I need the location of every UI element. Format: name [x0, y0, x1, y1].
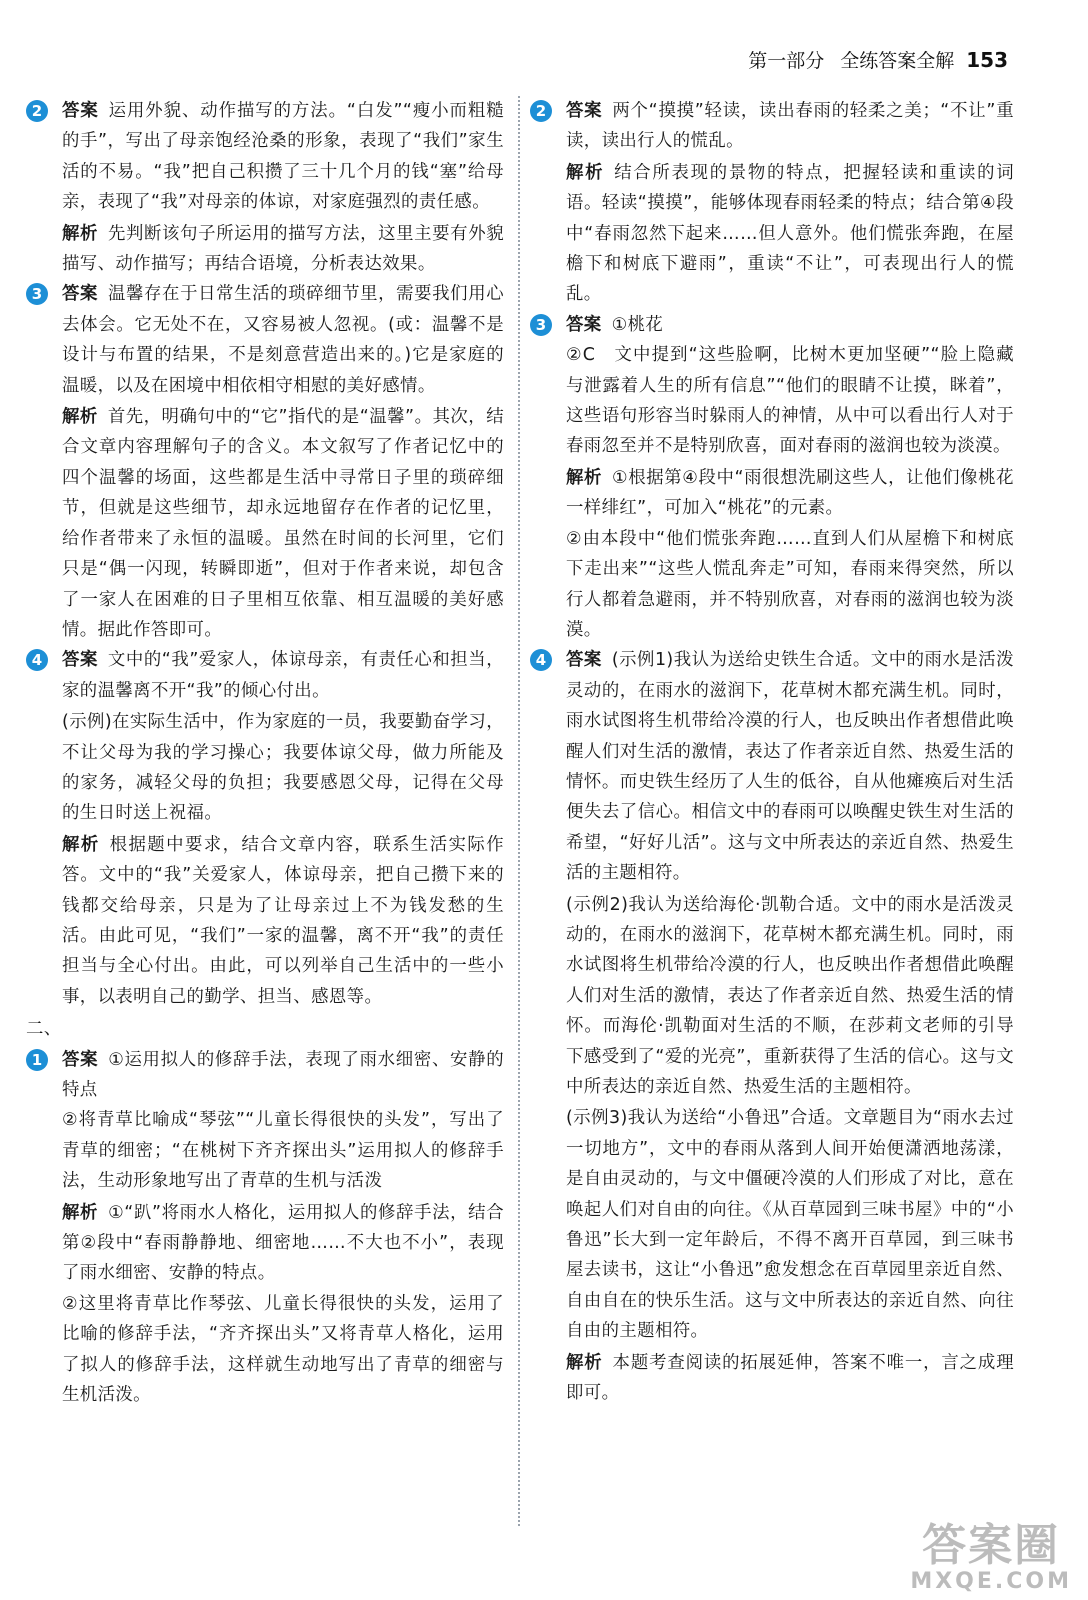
answer-text-2: ②将青草比喻成“琴弦”“儿童长得很快的头发”，写出了青草的细密；“在桃树下齐齐探出头”运用拟人的修辞手法，生动形象地写出了青草的生机与活泼 — [62, 1110, 504, 1192]
left-q2 — [26, 96, 504, 279]
analysis-text-2: ②这里将青草比作琴弦、儿童长得很快的头发，运用了比喻的修辞手法，“齐齐探出头”又将青草人格化，运用了拟人的修辞手法，这样就生动地写出了青草的细密与生机活泼。 — [62, 1293, 504, 1406]
analysis-text: 结合所表现的景物的特点，把握轻读和重读的词语。轻读“摸摸”，能够体现春雨轻柔的特点；结合第④段中“春雨忽然下起来……但人意外。他们慌张奔跑，在屋檐下和树底下避雨”，重读“不让”，可表现出行人的慌乱。 — [566, 162, 1014, 305]
example-3-text: (示例3)我认为送给“小鲁迅”合适。文章题目为“雨水去过一切地方”，文中的春雨从落到人间开始便潇洒地荡漾，是自由灵动的，与文中僵硬冷漠的人们形成了对比，意在唤起人们对自由的向往。《从百草园到三味书屋》中的“小鲁迅”长大到一定年龄后，不得不离开百草园，到三味书屋去读书，这让“小鲁迅”愈发想念在百草园里亲近自然、自由自在的快乐生活。这与文中所表达的亲近自然、向往自由的主题相符。 — [566, 1108, 1014, 1342]
example-text: (示例)在实际生活中，作为家庭的一员，我要勤奋学习，不让父母为我的学习操心；我要体谅父母，做力所能及的家务，减轻父母的负担；我要感恩父母，记得在父母的生日时送上祝福。 — [62, 712, 504, 824]
header-section: 全练答案全解 — [840, 50, 955, 72]
question-number-badge: 2 — [530, 100, 552, 122]
analysis-tag: 解析 — [566, 1352, 603, 1373]
left-column — [26, 96, 504, 1410]
answer-text: 文中的“我”爱家人，体谅母亲，有责任心和担当，家的温馨离不开“我”的倾心付出。 — [62, 650, 504, 701]
question-number-badge: 4 — [26, 649, 48, 671]
analysis-tag: 解析 — [62, 223, 99, 244]
analysis-tag: 解析 — [566, 467, 603, 488]
answer-tag: 答案 — [62, 101, 99, 121]
answer-tag: 答案 — [566, 650, 602, 671]
analysis-text-2: ②由本段中“他们慌张奔跑……直到人们从屋檐下和树底下走出来”“这些人慌乱奔走”可知，春雨来得突然，所以行人都着急避雨，并不特别欣喜，对春雨的滋润也较为淡漠。 — [566, 528, 1014, 640]
answer-tag: 答案 — [566, 314, 602, 335]
right-column — [530, 96, 1014, 1408]
right-q2 — [530, 96, 1014, 310]
column-divider — [518, 96, 520, 1526]
analysis-text-1: ①根据第④段中“雨很想洗刷这些人，让他们像桃花一样绯红”，可加入“桃花”的元素。 — [566, 467, 1014, 519]
answer-text: 两个“摸摸”轻读，读出春雨的轻柔之美；“不让”重读，读出行人的慌乱。 — [566, 101, 1014, 152]
analysis-text: 本题考查阅读的拓展延伸，答案不唯一，言之成理即可。 — [566, 1352, 1014, 1404]
analysis-text: 首先，明确句中的“它”指代的是“温馨”。其次，结合文章内容理解句子的含义。本文叙写了作者记忆中的四个温馨的场面，这些都是生活中寻常日子里的琐碎细节，但就是这些细节，却永远地留存在作者的记忆里，给作者带来了永恒的温暖。虽然在时间的长河里，它们只是“偶一闪现，转瞬即逝”，但对于作者来说，却包含了一家人在困难的日子里相互依靠、相互温暖的美好感情。据此作答即可。 — [62, 407, 504, 640]
right-q3 — [530, 310, 1014, 645]
left-q3 — [26, 279, 504, 645]
answer-tag: 答案 — [62, 650, 98, 671]
analysis-text: 根据题中要求，结合文章内容，联系生活实际作答。文中的“我”关爱家人，体谅母亲，把自己攒下来的钱都交给母亲，只是为了让母亲过上不为钱发愁的生活。由此可见，“我们”一家的温馨，离不开“我”的责任担当与全心付出。由此，可以列举自己生活中的一些小事，以表明自己的勤学、担当、感恩等。 — [62, 834, 504, 1007]
answer-tag: 答案 — [62, 1049, 99, 1070]
page-number: 153 — [966, 48, 1008, 72]
watermark-logo — [910, 1522, 1072, 1594]
watermark-title: 答案圈 — [922, 1520, 1061, 1571]
answer-tag: 答案 — [566, 101, 603, 121]
left-section2-q1 — [26, 1045, 504, 1411]
answer-text-1: ①运用拟人的修辞手法，表现了雨水细密、安静的特点 — [62, 1049, 504, 1100]
analysis-tag: 解析 — [62, 834, 100, 855]
left-q4 — [26, 645, 504, 1012]
section-two-label: 二、 — [26, 1019, 62, 1040]
analysis-tag: 解析 — [62, 1202, 99, 1223]
analysis-text-1: ①“趴”将雨水人格化，运用拟人的修辞手法，结合第②段中“春雨静静地、细密地……不大也不小”，表现了雨水细密、安静的特点。 — [62, 1202, 505, 1284]
question-number-badge: 3 — [26, 283, 48, 305]
question-number-badge: 1 — [26, 1049, 48, 1071]
answer-text-2: ②C 文中提到“这些脸啊，比树木更加坚硬”“脸上隐藏与泄露着人生的所有信息”“他们的眼睛不让摸，眯着”，这些语句形容当时躲雨人的神情，从中可以看出行人对于春雨忽至并不是特别欣喜，面对春雨的滋润也较为淡漠。 — [566, 345, 1014, 457]
answer-text: 运用外貌、动作描写的方法。“白发”“瘦小而粗糙的手”，写出了母亲饱经沧桑的形象，表现了“我们”家生活的不易。“我”把自己积攒了三十几个月的钱“塞”给母亲，表现了“我”对母亲的体谅，对家庭强烈的责任感。 — [62, 101, 504, 213]
watermark-url: MXQE.COM — [910, 1569, 1072, 1594]
analysis-text: 先判断该句子所运用的描写方法，这里主要有外貌描写、动作描写；再结合语境，分析表达效果。 — [62, 223, 504, 275]
question-number-badge: 2 — [26, 100, 48, 122]
answer-tag: 答案 — [62, 284, 99, 305]
answer-text-1: ①桃花 — [611, 314, 664, 335]
example-2-text: (示例2)我认为送给海伦·凯勒合适。文中的雨水是活泼灵动的，在雨水的滋润下，花草树木都充满生机。同时，雨水试图将生机带给冷漠的行人，也反映出作者想借此唤醒人们对生活的激情，表达了作者亲近自然、热爱生活的情怀。而海伦·凯勒面对生活的不顺，在莎莉文老师的引导下感受到了“爱的光亮”，重新获得了生活的信心。这与文中所表达的亲近自然、热爱生活的主题相符。 — [566, 894, 1014, 1097]
example-1-text: (示例1)我认为送给史铁生合适。文中的雨水是活泼灵动的，在雨水的滋润下，花草树木都充满生机。同时，雨水试图将生机带给冷漠的行人，也反映出作者想借此唤醒人们对生活的激情，表达了作者亲近自然、热爱生活的情怀。而史铁生经历了人生的低谷，自从他瘫痪后对生活便失去了信心。相信文中的春雨可以唤醒史铁生对生活的希望，“好好儿活”。这与文中所表达的亲近自然、热爱生活的主题相符。 — [566, 650, 1014, 884]
right-q4 — [530, 645, 1014, 1408]
analysis-tag: 解析 — [62, 407, 98, 428]
question-number-badge: 4 — [530, 649, 552, 671]
question-number-badge: 3 — [530, 314, 552, 336]
header-part: 第一部分 — [748, 50, 825, 72]
answer-text: 温馨存在于日常生活的琐碎细节里，需要我们用心去体会。它无处不在，又容易被人忽视。(或：温馨不是设计与布置的结果，不是刻意营造出来的。)它是家庭的温暖，以及在困境中相依相守相慰的美好感情。 — [62, 284, 504, 396]
page-header — [748, 46, 1008, 73]
analysis-tag: 解析 — [566, 162, 605, 183]
